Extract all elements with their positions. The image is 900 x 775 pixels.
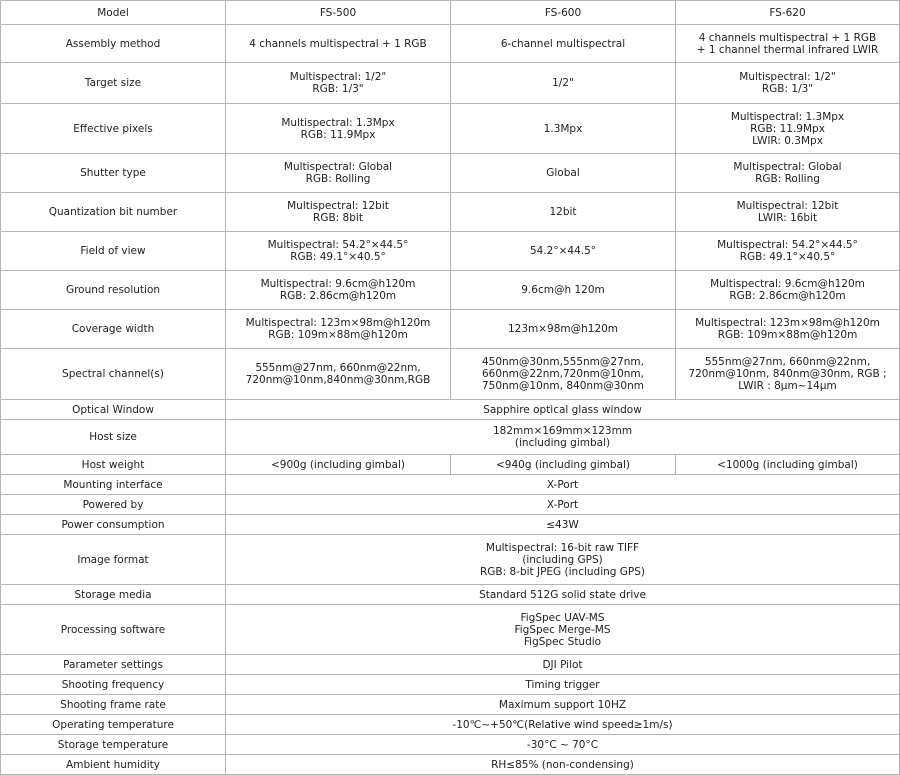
spec-row (1, 154, 900, 193)
spec-value-all-models (226, 475, 900, 495)
spec-value-line: RGB: 11.9Mpx (300, 128, 376, 141)
spec-value-line: Multispectral: 54.2°×44.5° (267, 239, 409, 251)
spec-label: Spectral channel(s) (1, 349, 226, 400)
header-label-cell: Model (1, 1, 226, 25)
spec-value-line: Multispectral: 9.6cm@h120m (260, 278, 416, 290)
spec-value-line: RGB: 1/3" (761, 83, 814, 95)
spec-row (1, 232, 900, 271)
spec-row (1, 25, 900, 63)
spec-value-all-models (226, 535, 900, 585)
spec-table-body (1, 1, 900, 775)
spec-label: Host weight (1, 455, 226, 475)
spec-value-fs600 (451, 63, 676, 104)
spec-value-line: RGB: 11.9Mpx (750, 122, 825, 135)
spec-row (1, 585, 900, 605)
spec-label: Coverage width (1, 310, 226, 349)
spec-row (1, 515, 900, 535)
spec-row (1, 193, 900, 232)
spec-value-fs600 (451, 104, 676, 154)
spec-value-line: Timing trigger (525, 678, 600, 691)
spec-value-fs500 (226, 25, 451, 63)
spec-value-line: LWIR: 16bit (757, 212, 818, 224)
spec-value-fs600 (451, 25, 676, 63)
spec-value-line: <940g (including gimbal) (495, 458, 631, 471)
spec-label: Target size (1, 63, 226, 104)
spec-value-line: Multispectral: 123m×98m@h120m (245, 317, 431, 329)
spec-value-line: FigSpec Studio (523, 635, 602, 648)
spec-label: Assembly method (1, 25, 226, 63)
spec-value-line: 123m×98m@h120m (507, 323, 619, 335)
spec-row (1, 735, 900, 755)
spec-label: Optical Window (1, 400, 226, 420)
spec-value-line: 9.6cm@h 120m (521, 284, 605, 296)
header-row (1, 1, 900, 25)
spec-row (1, 63, 900, 104)
spec-value-all-models (226, 420, 900, 455)
spec-value-line: Multispectral: 1.3Mpx (730, 110, 845, 123)
spec-label: Power consumption (1, 515, 226, 535)
spec-value-line: 720nm@10nm,840nm@30nm,RGB (245, 374, 431, 386)
spec-value-line: <900g (including gimbal) (270, 458, 406, 471)
spec-value-line: Multispectral: 123m×98m@h120m (695, 317, 880, 329)
spec-value-line: 4 channels multispectral + 1 RGB (249, 37, 427, 50)
spec-row (1, 495, 900, 515)
spec-value-line: 4 channels multispectral + 1 RGB (698, 31, 877, 44)
spec-row (1, 755, 900, 775)
spec-row (1, 104, 900, 154)
spec-value-line: Multispectral: Global (733, 161, 842, 173)
spec-value-line: RGB: 2.86cm@h120m (279, 290, 397, 302)
spec-value-fs620 (676, 271, 900, 310)
spec-value-line: 6-channel multispectral (500, 37, 626, 50)
spec-value-all-models (226, 755, 900, 775)
spec-value-line: RGB: Rolling (305, 173, 371, 185)
spec-value-fs600 (451, 310, 676, 349)
spec-label: Processing software (1, 605, 226, 655)
spec-value-line: DJI Pilot (542, 658, 583, 671)
spec-value-all-models (226, 585, 900, 605)
spec-row (1, 400, 900, 420)
spec-label: Parameter settings (1, 655, 226, 675)
spec-label: Quantization bit number (1, 193, 226, 232)
spec-value-line: RGB: 109m×88m@h120m (268, 329, 408, 341)
spec-value-fs600 (451, 154, 676, 193)
spec-value-fs600 (451, 232, 676, 271)
spec-value-line: (including gimbal) (514, 437, 611, 449)
spec-value-line: Standard 512G solid state drive (479, 588, 646, 601)
spec-value-line: Maximum support 10HZ (498, 698, 627, 711)
spec-value-fs500 (226, 104, 451, 154)
spec-value-line: 182mm×169mm×123mm (492, 425, 633, 437)
spec-label: Host size (1, 420, 226, 455)
spec-value-line: RGB: 2.86cm@h120m (729, 290, 846, 302)
spec-value-line: FigSpec Merge-MS (514, 623, 611, 636)
spec-value-line: RGB: 8bit (313, 212, 363, 224)
spec-value-line: 1/2" (552, 77, 574, 89)
spec-value-line: Multispectral: 9.6cm@h120m (710, 278, 865, 290)
spec-label: Ground resolution (1, 271, 226, 310)
spec-row (1, 455, 900, 475)
spec-label: Image format (1, 535, 226, 585)
spec-value-fs500 (226, 63, 451, 104)
spec-value-fs620 (676, 154, 900, 193)
spec-value-line: 720nm@10nm, 840nm@30nm, RGB ; (688, 368, 887, 380)
spec-value-all-models (226, 495, 900, 515)
spec-label: Shooting frequency (1, 675, 226, 695)
spec-value-line: Multispectral: 16-bit raw TIFF (485, 541, 640, 554)
spec-value-fs620 (676, 349, 900, 400)
spec-row (1, 420, 900, 455)
spec-value-fs620 (676, 104, 900, 154)
spec-value-fs600 (451, 193, 676, 232)
spec-row (1, 655, 900, 675)
spec-label: Ambient humidity (1, 755, 226, 775)
spec-row (1, 310, 900, 349)
spec-value-line: -10℃~+50℃(Relative wind speed≥1m/s) (452, 718, 673, 731)
spec-label: Mounting interface (1, 475, 226, 495)
spec-value-all-models (226, 675, 900, 695)
spec-value-line: Multispectral: 12bit (287, 200, 389, 212)
spec-value-fs500 (226, 232, 451, 271)
spec-value-line: Multispectral: 1/2" (289, 71, 387, 83)
spec-value-fs600 (451, 349, 676, 400)
spec-label: Effective pixels (1, 104, 226, 154)
spec-value-all-models (226, 735, 900, 755)
spec-value-all-models (226, 695, 900, 715)
spec-value-line: Multispectral: 12bit (736, 200, 839, 212)
spec-value-fs500 (226, 349, 451, 400)
spec-label: Shooting frame rate (1, 695, 226, 715)
spec-value-fs500 (226, 154, 451, 193)
spec-value-line: <1000g (including gimbal) (717, 458, 858, 471)
spec-value-line: RH≤85% (non-condensing) (491, 758, 634, 771)
spec-value-line: Multispectral: Global (283, 161, 393, 173)
spec-value-all-models (226, 400, 900, 420)
spec-value-line: Global (546, 167, 580, 179)
spec-value-line: X-Port (546, 498, 579, 511)
spec-label: Storage temperature (1, 735, 226, 755)
spec-value-fs500 (226, 455, 451, 475)
spec-value-line: LWIR: 0.3Mpx (752, 134, 823, 147)
spec-value-fs500 (226, 271, 451, 310)
spec-label: Field of view (1, 232, 226, 271)
spec-value-fs500 (226, 193, 451, 232)
spec-value-line: (including GPS) (522, 553, 603, 566)
spec-value-line: Sapphire optical glass window (483, 403, 642, 416)
spec-label: Shutter type (1, 154, 226, 193)
spec-value-line: 12bit (549, 206, 577, 218)
spec-value-line: RGB: 8-bit JPEG (including GPS) (479, 565, 646, 578)
spec-value-all-models (226, 515, 900, 535)
spec-value-fs600 (451, 271, 676, 310)
spec-value-fs620 (676, 310, 900, 349)
spec-row (1, 349, 900, 400)
spec-value-fs600 (451, 455, 676, 475)
spec-label: Storage media (1, 585, 226, 605)
spec-row (1, 535, 900, 585)
spec-value-line: RGB: 109m×88m@h120m (717, 329, 858, 341)
spec-value-line: X-Port (546, 478, 579, 491)
spec-value-line: 54.2°×44.5° (529, 245, 597, 257)
spec-value-all-models (226, 655, 900, 675)
spec-value-fs500 (226, 310, 451, 349)
model-fs600-header: FS-600 (451, 1, 676, 25)
spec-value-line: ≤43W (546, 518, 579, 531)
spec-value-line: + 1 channel thermal infrared LWIR (696, 43, 879, 56)
spec-value-line: 555nm@27nm, 660nm@22nm, (704, 356, 871, 368)
spec-value-line: -30°C ~ 70°C (526, 738, 599, 751)
spec-value-fs620 (676, 455, 900, 475)
model-fs500-header: FS-500 (226, 1, 451, 25)
spec-value-line: 1.3Mpx (543, 122, 583, 135)
spec-value-all-models (226, 605, 900, 655)
spec-row (1, 475, 900, 495)
spec-value-line: RGB: 49.1°×40.5° (739, 251, 836, 263)
spec-value-line: RGB: 49.1°×40.5° (290, 251, 386, 263)
spec-value-line: Multispectral: 1.3Mpx (281, 116, 395, 129)
spec-value-fs620 (676, 63, 900, 104)
spec-row (1, 675, 900, 695)
spec-label: Powered by (1, 495, 226, 515)
spec-value-all-models (226, 715, 900, 735)
spec-value-line: Multispectral: 1/2" (739, 71, 836, 83)
spec-value-line: 750nm@10nm, 840nm@30nm (481, 380, 644, 392)
spec-value-line: 660nm@22nm,720nm@10nm, (481, 368, 644, 380)
spec-value-fs620 (676, 25, 900, 63)
spec-value-line: RGB: 1/3" (312, 83, 364, 95)
spec-value-line: 555nm@27nm, 660nm@22nm, (255, 362, 421, 374)
spec-row (1, 271, 900, 310)
spec-value-fs620 (676, 193, 900, 232)
model-fs620-header: FS-620 (676, 1, 900, 25)
spec-row (1, 715, 900, 735)
spec-value-line: FigSpec UAV-MS (520, 611, 605, 624)
spec-row (1, 605, 900, 655)
spec-label: Operating temperature (1, 715, 226, 735)
spec-value-line: RGB: Rolling (755, 173, 820, 185)
spec-value-line: LWIR : 8μm~14μm (738, 380, 837, 392)
spec-row (1, 695, 900, 715)
spec-value-line: 450nm@30nm,555nm@27nm, (481, 356, 644, 368)
spec-value-line: Multispectral: 54.2°×44.5° (717, 239, 858, 251)
spec-value-fs620 (676, 232, 900, 271)
